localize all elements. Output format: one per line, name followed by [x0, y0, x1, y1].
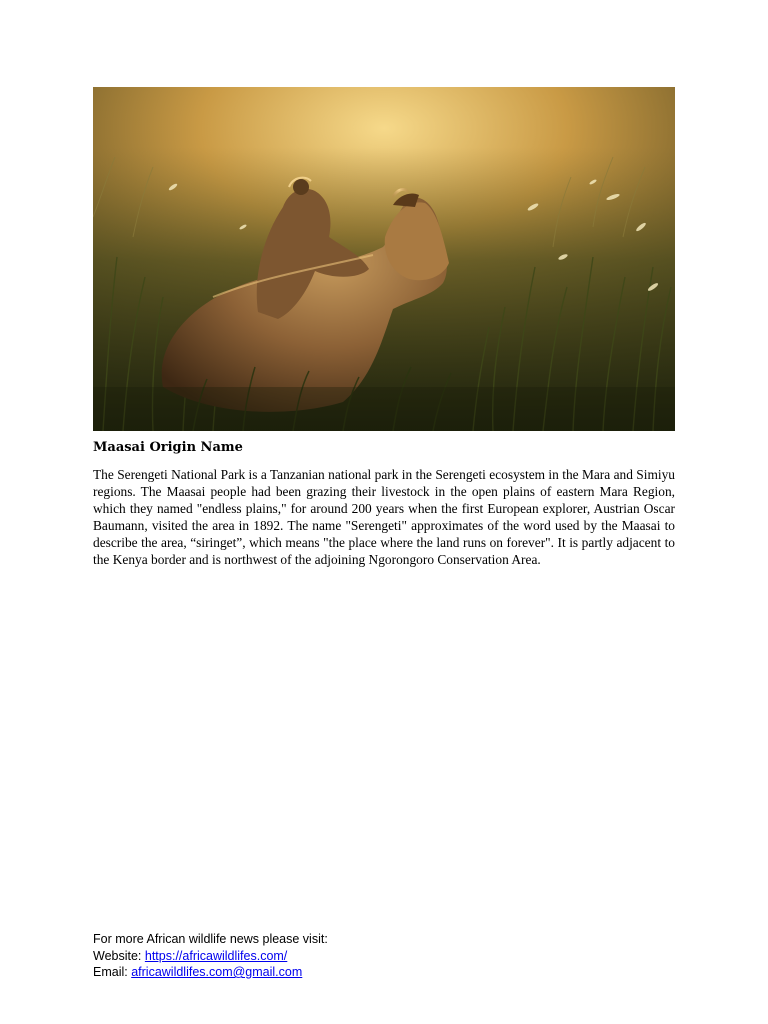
section-heading: Maasai Origin Name: [93, 440, 243, 455]
website-label: Website:: [93, 948, 145, 963]
email-link[interactable]: africawildlifes.com@gmail.com: [131, 965, 303, 979]
lion-photo: [93, 87, 675, 431]
footer-contact: [93, 931, 328, 981]
email-label: Email:: [93, 965, 132, 979]
footer-website-line: [93, 948, 328, 965]
website-link[interactable]: https://africawildlifes.com/: [144, 948, 288, 963]
footer-email-line: [93, 964, 328, 981]
footer-intro: For more African wildlife news please visit:: [93, 932, 328, 946]
body-paragraph: The Serengeti National Park is a Tanzanian national park in the Serengeti ecosystem in the Mara and Simiyu regions. The Maasai people had been grazing their livestock in the open plains of eastern Mara Region, which they named "endless plains," for around 200 years when the first European explorer, Austrian Oscar Baumann, visited the area in 1892. The name "Serengeti" approximates of the word used by the Maasai to describe the area, “siringet”, which means "the place where the land runs on forever". It is partly adjacent to the Kenya border and is northwest of the adjoining Ngorongoro Conservation Area.: [93, 467, 675, 567]
lion-photo-illustration: [93, 87, 675, 431]
